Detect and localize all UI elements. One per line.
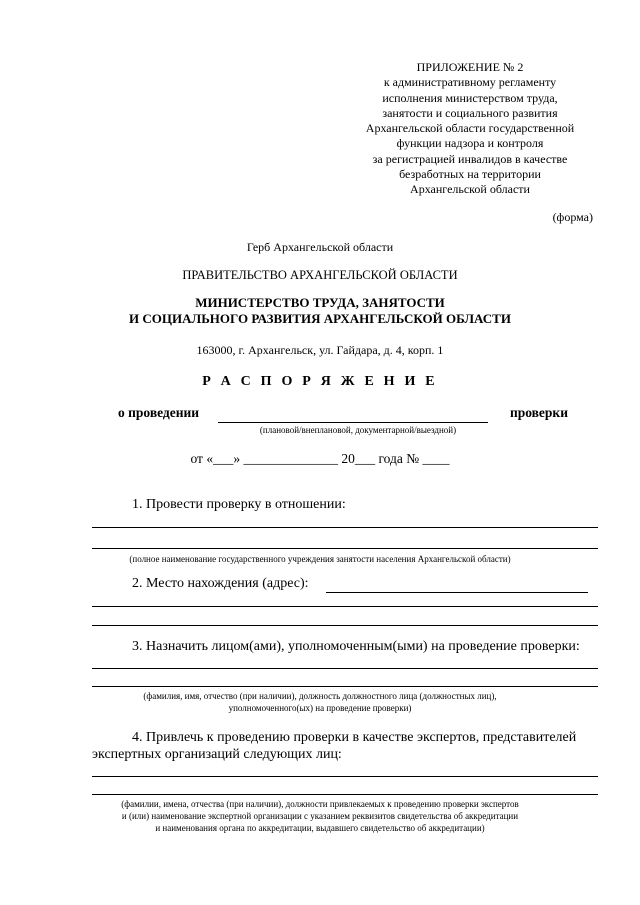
coat-of-arms-placeholder: Герб Архангельской области xyxy=(246,240,394,254)
ministry-name xyxy=(0,295,640,327)
item4-label-line1: 4. Привлечь к проведению проверки в качестве экспертов, представителей xyxy=(132,730,577,745)
conduct-type-blank[interactable] xyxy=(218,422,488,423)
appendix-line: к административному регламенту xyxy=(383,75,557,90)
item1-hint: (полное наименование государственного учреждения занятости населения Архангельской области) xyxy=(129,554,511,564)
item2-blank-line[interactable] xyxy=(92,625,598,626)
conduct-type-hint: (плановой/внеплановой, документарной/выездной) xyxy=(259,425,457,435)
form-label: (форма) xyxy=(552,210,593,224)
order-title: Р А С П О Р Я Ж Е Н И Е xyxy=(202,374,438,389)
appendix-line: безработных на территории xyxy=(399,167,541,182)
item3-blank-line[interactable] xyxy=(92,686,598,687)
item3-hint-line: (фамилия, имя, отчество (при наличии), должность должностного лица (должностных лиц), xyxy=(143,691,497,701)
ministry-name-line2: И СОЦИАЛЬНОГО РАЗВИТИЯ АРХАНГЕЛЬСКОЙ ОБЛАСТИ xyxy=(129,311,511,326)
item1-label: 1. Провести проверку в отношении: xyxy=(132,497,346,512)
appendix-header xyxy=(340,60,600,198)
item3-hint xyxy=(0,690,640,714)
item3-label: 3. Назначить лицом(ами), уполномоченным(ыми) на проведение проверки: xyxy=(132,639,580,654)
item4-hint-line: и (или) наименование экспертной организации с указанием реквизитов свидетельства об аккредитации xyxy=(121,811,519,821)
item4-blank-line[interactable] xyxy=(92,794,598,795)
item4-hint xyxy=(0,798,640,834)
conduct-prefix: о проведении xyxy=(118,405,200,420)
appendix-line: ПРИЛОЖЕНИЕ № 2 xyxy=(416,60,524,74)
appendix-line: функции надзора и контроля xyxy=(396,136,544,151)
item4-label-line2: экспертных организаций следующих лиц: xyxy=(92,747,342,762)
item4-hint-line: и наименования органа по аккредитации, выдавшего свидетельство об аккредитации) xyxy=(155,823,485,833)
appendix-line: занятости и социального развития xyxy=(382,105,558,120)
item4-blank-line[interactable] xyxy=(92,776,598,777)
appendix-line: Архангельской области xyxy=(410,182,530,197)
conduct-suffix: проверки xyxy=(509,405,568,420)
appendix-line: за регистрацией инвалидов в качестве xyxy=(372,151,568,166)
ministry-name-line1: МИНИСТЕРСТВО ТРУДА, ЗАНЯТОСТИ xyxy=(195,295,445,310)
appendix-line: Архангельской области государственной xyxy=(365,121,575,136)
government-name: ПРАВИТЕЛЬСТВО АРХАНГЕЛЬСКОЙ ОБЛАСТИ xyxy=(182,268,458,282)
appendix-line: исполнения министерством труда, xyxy=(382,90,558,105)
item2-blank-line[interactable] xyxy=(92,606,598,607)
item2-label: 2. Место нахождения (адрес): xyxy=(132,576,309,591)
item3-blank-line[interactable] xyxy=(92,668,598,669)
item4-hint-line: (фамилии, имена, отчества (при наличии), должности привлекаемых к проведению проверки экспертов xyxy=(121,799,519,809)
item2-address-blank[interactable] xyxy=(326,592,588,593)
item1-blank-line[interactable] xyxy=(92,527,598,528)
order-date-line[interactable]: от «___» ______________ 20___ года № ____ xyxy=(190,451,450,466)
item1-blank-line[interactable] xyxy=(92,548,598,549)
item3-hint-line: уполномоченного(ых) на проведение проверки) xyxy=(228,703,412,713)
ministry-address: 163000, г. Архангельск, ул. Гайдара, д. 4, корп. 1 xyxy=(196,343,444,357)
